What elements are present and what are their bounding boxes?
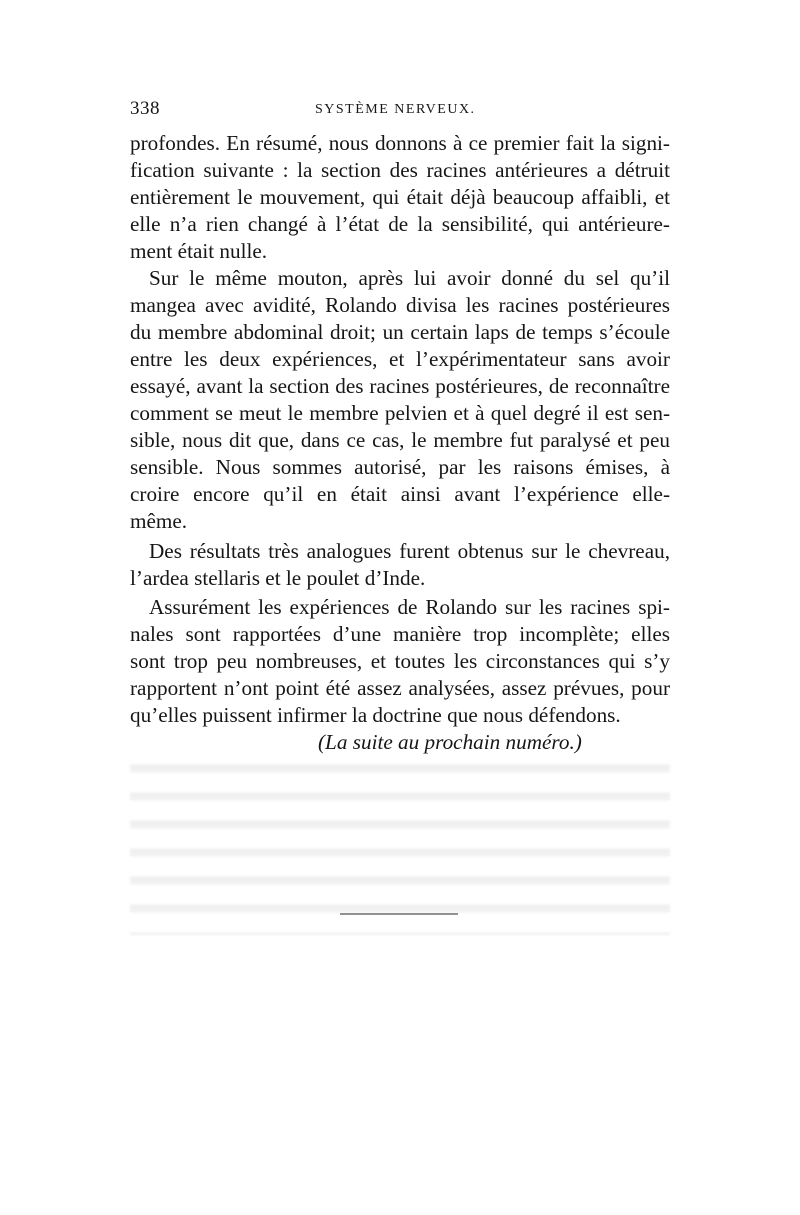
text-line: profondes. En résumé, nous donnons à ce premier fait la signi- [130, 131, 670, 155]
text-line: entre les deux expériences, et l’expérimentateur sans avoir [130, 347, 670, 371]
text-line: l’ardea stellaris et le poulet d’Inde. [130, 566, 426, 590]
running-head [130, 98, 670, 124]
text-line: mangea avec avidité, Rolando divisa les racines postérieures [130, 293, 670, 317]
show-through-shadow [130, 755, 670, 935]
text-line: Assurément les expériences de Rolando sur les racines spi- [149, 595, 670, 619]
text-line: rapportent n’ont point été assez analysées, assez prévues, pour [130, 676, 670, 700]
text-line: comment se meut le membre pelvien et à quel degré il est sen- [130, 401, 670, 425]
text-line: ment était nulle. [130, 239, 268, 263]
section-rule [340, 913, 458, 915]
text-line: fication suivante : la section des racines antérieures a détruit [130, 158, 670, 182]
continuation-note: (La suite au prochain numéro.) [318, 730, 582, 754]
text-line: Sur le même mouton, après lui avoir donné du sel qu’il [149, 266, 670, 290]
text-line: du membre abdominal droit; un certain laps de temps s’écoule [130, 320, 670, 344]
text-line: elle n’a rien changé à l’état de la sensibilité, qui antérieure- [130, 212, 670, 236]
text-line: même. [130, 509, 188, 533]
text-line: sensible. Nous sommes autorisé, par les raisons émises, à [130, 455, 670, 479]
text-line: sont trop peu nombreuses, et toutes les circonstances qui s’y [130, 649, 670, 673]
text-line: nales sont rapportées d’une manière trop incomplète; elles [130, 622, 670, 646]
page-number: 338 [130, 98, 160, 119]
running-title: SYSTÈME NERVEUX. [315, 102, 476, 117]
text-line: croire encore qu’il en était ainsi avant l’expérience elle- [130, 482, 670, 506]
text-line: qu’elles puissent infirmer la doctrine que nous défendons. [130, 703, 621, 727]
text-line: essayé, avant la section des racines postérieures, de reconnaître [130, 374, 670, 398]
text-line: sible, nous dit que, dans ce cas, le membre fut paralysé et peu [130, 428, 670, 452]
text-line: Des résultats très analogues furent obtenus sur le chevreau, [149, 539, 670, 563]
text-line: entièrement le mouvement, qui était déjà beaucoup affaibli, et [130, 185, 670, 209]
